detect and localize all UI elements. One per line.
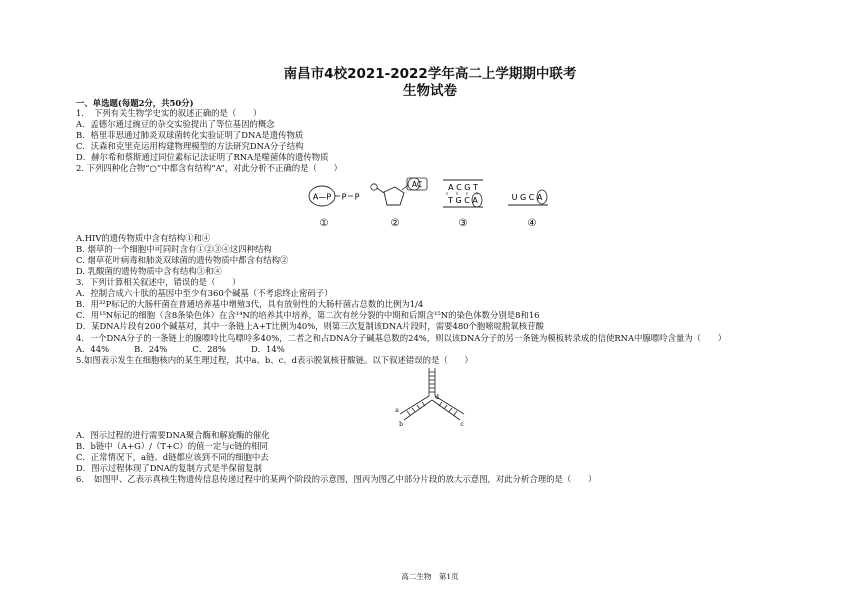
question-5-stem: 5.如图表示发生在细胞核内的某生理过程，其中a、b、c、d表示脱氧核苷酸链。以下叙述错误的是（ ） (76, 355, 473, 365)
compound-4-rna (508, 190, 548, 205)
question-2-stem: 2. 下列四种化合物“○”中都含有结构“A”，对此分析不正确的是（ ） (76, 163, 343, 173)
q3-option-c: C．用¹⁵N标记的细胞（含8条染色体）在含¹⁴N的培养其中培养，第二次有丝分裂的中期和后期含¹⁵N的染色体数分别是8和16 (76, 310, 540, 320)
base-label: AC (411, 180, 423, 189)
q5-option-b: B．b链中（A+G）/（T+C）的值一定与c链的相同 (76, 441, 268, 451)
figure-label-3: ③ (458, 218, 468, 229)
q5-replication-figure (392, 366, 472, 432)
figure-label-1: ① (319, 218, 329, 229)
page-subtitle: 生物试卷 (403, 83, 457, 99)
q3-option-d: D．某DNA片段有200个碱基对，其中一条链上A+T比例为40%，则第三次复制该DNA片段时，需要480个胞嘧啶脱氧核苷酸 (76, 321, 544, 331)
q2-option-a: A.HIV的遗传物质中含有结构①和④ (76, 233, 211, 243)
question-3-stem: 3．下列计算相关叙述中，错误的是（ ） (76, 277, 241, 287)
q1-option-d: D．赫尔希和蔡斯通过同位素标记法证明了RNA是噬菌体的遗传物质 (76, 152, 329, 162)
section-heading: 一、单选题(每题2分，共50分) (76, 98, 194, 108)
question-1-stem: 1． 下列有关生物学史实的叙述正确的是（ ） (76, 108, 262, 118)
compound-3-dna (443, 180, 483, 207)
q1-option-b: B．格里菲思通过肺炎双球菌转化实验证明了DNA是遗传物质 (76, 130, 304, 140)
dna-strand-bottom: T G C A (448, 196, 478, 205)
phosphate-1: P (341, 192, 347, 202)
strand-c-label: c (460, 421, 464, 428)
q3-option-b: B．用³²P标记的大肠杆菌在普通培养基中增殖3代，具有放射性的大肠杆菌占总数的比例为1/4 (76, 299, 424, 309)
q2-option-b: B. 烟草的一个细胞中可同时含有①②③④这四种结构 (76, 244, 272, 254)
question-6-stem: 6． 如图甲、乙表示真核生物遗传信息传递过程中的某两个阶段的示意图，图丙为图乙中部分片段的放大示意图，对此分析合理的是（ ） (76, 474, 597, 484)
figure-label-2: ② (390, 218, 400, 229)
page-title: 南昌市4校2021-2022学年高二上学期期中联考 (283, 66, 577, 82)
compound-1-atp (309, 186, 360, 206)
figure-label-4: ④ (527, 218, 537, 229)
phosphate-2: P (354, 192, 360, 202)
q5-option-d: D．图示过程体现了DNA的复制方式是半保留复制 (76, 463, 262, 473)
question-4-stem: 4．一个DNA分子的一条链上的腺嘌呤比鸟嘌呤多40%，二者之和占DNA分子碱基总数的24%，则以该DNA分子的另一条链为模板转录成的信使RNA中腺嘌呤含量为（ ） (76, 333, 727, 343)
q2-option-d: D. 乳酸菌的遗传物质中含有结构③和④ (76, 266, 222, 276)
q5-option-c: C．正常情况下，a链、d链都应该到不同的细胞中去 (76, 452, 269, 462)
q3-option-a: A．控制合成六十肽的基因中至少有360个碱基（不考虑终止密码子） (76, 288, 333, 298)
q4-options: A．44% B．24% C．28% D．14% (76, 344, 285, 354)
atp-label: A—P (312, 192, 332, 202)
strand-d-label: d (435, 394, 439, 401)
strand-a-label: a (395, 407, 399, 414)
dna-strand-top: A C G T (448, 183, 478, 192)
page-footer: 高二生物 第1页 (401, 572, 459, 581)
rna-strand: U G C A (511, 193, 543, 202)
strand-b-label: b (399, 421, 403, 428)
q1-option-c: C．沃森和克里克运用构建物理模型的方法研究DNA分子结构 (76, 141, 304, 151)
q2-option-c: C. 烟草花叶病毒和肺炎双球菌的遗传物质中都含有结构② (76, 255, 289, 265)
compound-2-nucleotide (371, 178, 427, 205)
q2-figure (300, 176, 570, 234)
q5-option-a: A．图示过程的进行需要DNA聚合酶和解旋酶的催化 (76, 430, 270, 440)
q1-option-a: A．孟德尔通过豌豆的杂交实验提出了等位基因的概念 (76, 119, 275, 129)
